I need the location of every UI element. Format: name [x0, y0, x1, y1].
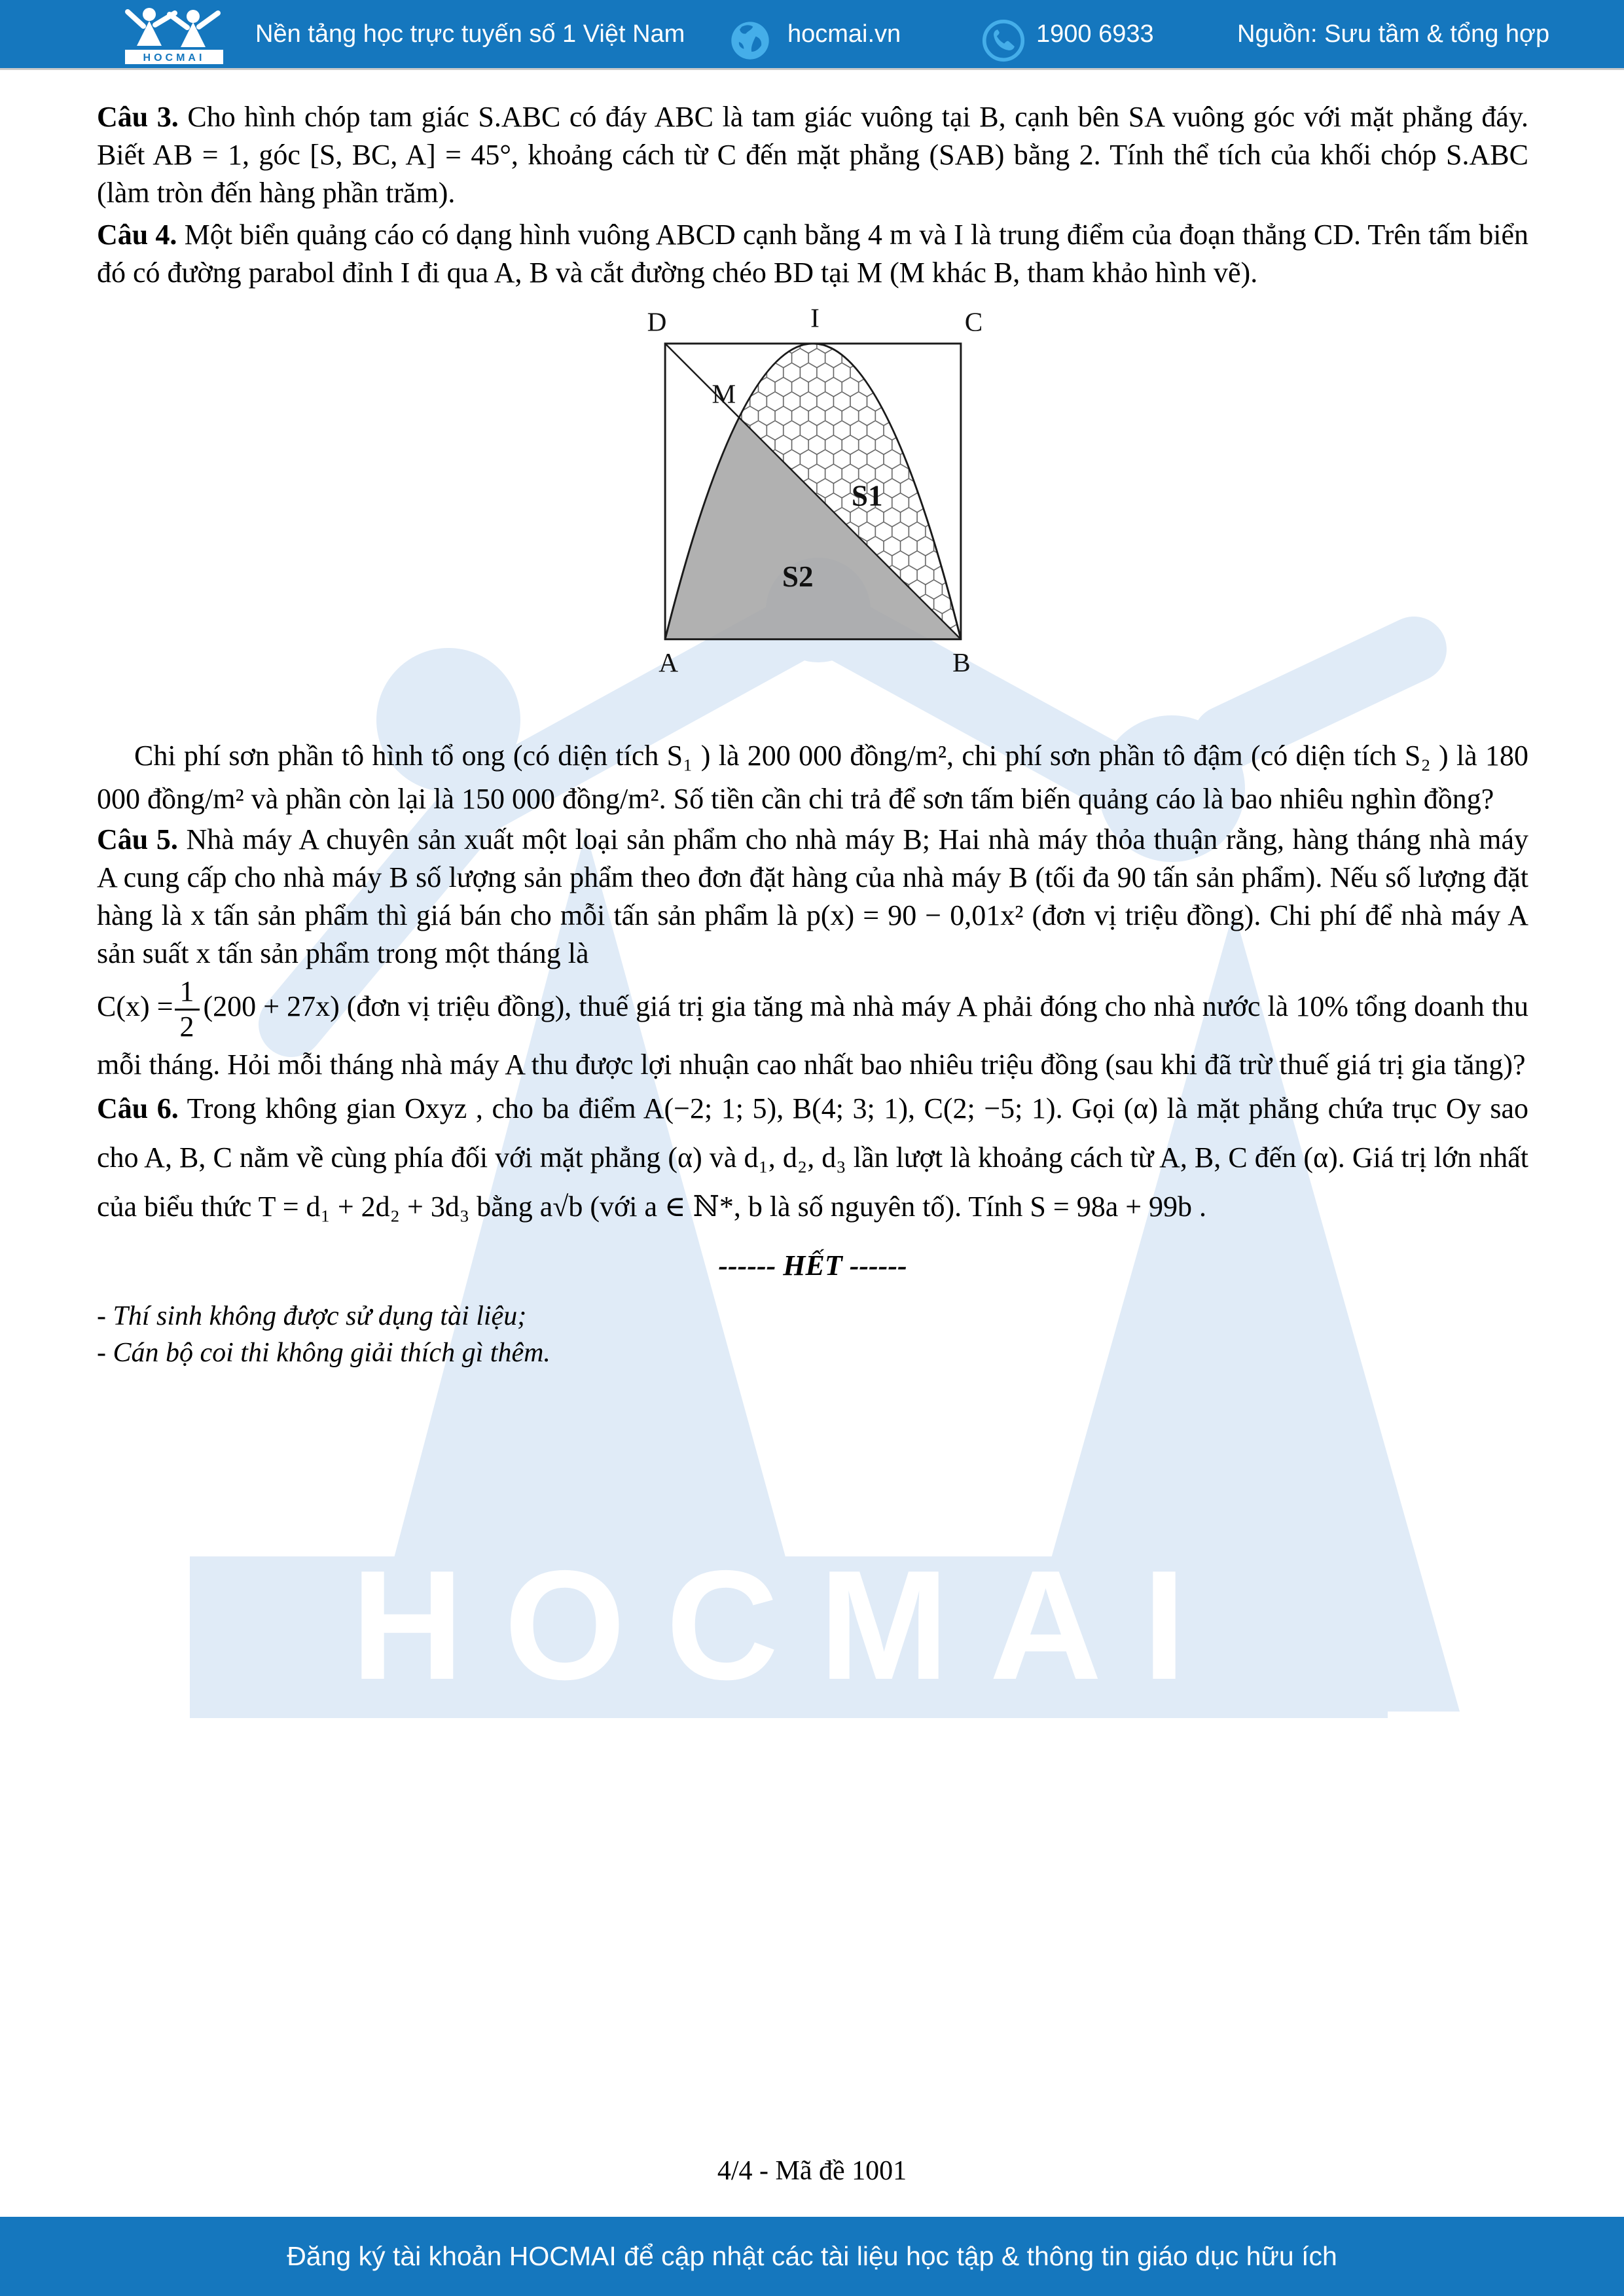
footer-banner: [0, 2217, 1624, 2296]
question-5: [97, 821, 1528, 973]
fraction-numerator: 1: [175, 977, 200, 1010]
question-6-text: Trong không gian Oxyz , cho ba điểm A(−2; 1; 5), B(4; 3; 1), C(2; −5; 1). Gọi (α) là mặt phẳng chứa trục Oy sao cho A, B, C nằm về cùng phía đối với mặt phẳng (α) và d₁, d₂, d₃ lần lượt là khoảng cách từ A, B, C đến (α). Giá trị lớn nhất của biểu thức T = d₁ + 2d₂ + 3d₃ bằng a√b (với a ∈ ℕ*, b là số nguyên tố). Tính S = 98a + 99b .: [97, 1092, 1528, 1223]
question-6: [97, 1084, 1528, 1231]
end-of-exam-marker: ------ HẾT ------: [718, 1249, 907, 1282]
question-4-cost-text: Chi phí sơn phần tô hình tổ ong (có diện tích S₁ ) là 200 000 đồng/m², chi phí sơn phần tô đậm (có diện tích S₂ ) là 180 000 đồng/m² và phần còn lại là 150 000 đồng/m². Số tiền cần chi trả để sơn tấm biến quảng cáo là bao nhiêu nghìn đồng?: [97, 740, 1528, 816]
fraction-denominator: 2: [179, 1010, 194, 1043]
vertex-label-d: D: [647, 306, 666, 337]
exam-notes: [97, 1298, 1528, 1371]
question-4: [97, 216, 1528, 292]
watermark-text: HOCMAI: [351, 1539, 1227, 1712]
vertex-label-a: A: [658, 647, 678, 677]
vertex-label-i: I: [810, 305, 820, 333]
exam-body: [97, 98, 1528, 1371]
header-website: hocmai.vn: [787, 20, 901, 48]
globe-icon: [728, 18, 772, 63]
vertex-label-b: B: [952, 647, 971, 677]
question-4-label: Câu 4.: [97, 219, 177, 251]
question-3-text: Cho hình chóp tam giác S.ABC có đáy ABC là tam giác vuông tại B, cạnh bên SA vuông góc với mặt phẳng đáy. Biết AB = 1, góc [S, BC, A] = 45°, khoảng cách từ C đến mặt phẳng (SAB) bằng 2. Tính thể tích của khối chóp S.ABC (làm tròn đến hàng phần trăm).: [97, 101, 1529, 209]
point-label-m: M: [711, 378, 736, 409]
question-5-continued: [97, 973, 1528, 1083]
question-4-text: Một biển quảng cáo có dạng hình vuông ABCD cạnh bằng 4 m và I là trung điểm của đoạn thẳng CD. Trên tấm biển đó có đường parabol đỉnh I đi qua A, B và cắt đường chéo BD tại M (M khác B, tham khảo hình vẽ).: [97, 219, 1528, 289]
logo-wordmark: HOCMAI: [143, 52, 206, 63]
fraction-one-half: [175, 977, 200, 1041]
header-phone: 1900 6933: [1036, 20, 1154, 48]
header-bar: [0, 0, 1624, 70]
vertex-label-c: C: [964, 306, 983, 337]
page-number-and-code: 4/4 - Mã đề 1001: [717, 2156, 907, 2186]
hocmai-logo-icon: [120, 4, 238, 66]
header-tagline: Nền tảng học trực tuyến số 1 Việt Nam: [255, 20, 685, 48]
area-label-s1: S1: [851, 479, 883, 512]
question-5-text-part2: (200 + 27x) (đơn vị triệu đồng), thuế giá trị gia tăng mà nhà máy A phải đóng cho nhà nước là 10% tổng doanh thu mỗi tháng. Hỏi mỗi tháng nhà máy A thu được lợi nhuận cao nhất bao nhiêu triệu đồng (sau khi đã trừ thuế giá trị gia tăng)?: [97, 990, 1529, 1081]
question-3: [97, 98, 1528, 212]
question-5-text-part1: Nhà máy A chuyên sản xuất một loại sản phẩm cho nhà máy B; Hai nhà máy thỏa thuận rằng, hàng tháng nhà máy A cung cấp cho nhà máy B số lượng sản phẩm theo đơn đặt hàng của nhà máy B (tối đa 90 tấn sản phẩm). Nếu số lượng đặt hàng là x tấn sản phẩm thì giá bán cho mỗi tấn sản phẩm là p(x) = 90 − 0,01x² (đơn vị triệu đồng). Chi phí để nhà máy A sản suất x tấn sản phẩm trong một tháng là: [97, 823, 1529, 970]
question-4-figure: [633, 305, 993, 729]
phone-icon: [980, 17, 1027, 64]
question-6-label: Câu 6.: [97, 1092, 179, 1124]
question-3-label: Câu 3.: [97, 101, 179, 133]
note-no-explanation: - Cán bộ coi thi không giải thích gì thêm.: [97, 1337, 550, 1368]
area-label-s2: S2: [782, 560, 814, 594]
parabola-billboard-diagram: [633, 305, 993, 719]
cost-function-prefix: C(x) =: [97, 990, 173, 1023]
footer-banner-text: Đăng ký tài khoản HOCMAI để cập nhật các tài liệu học tập & thông tin giáo dục hữu ích: [287, 2241, 1337, 2271]
note-no-materials: - Thí sinh không được sử dụng tài liệu;: [97, 1300, 527, 1331]
header-source: Nguồn: Sưu tầm & tổng hợp: [1237, 20, 1550, 48]
question-5-label: Câu 5.: [97, 823, 178, 856]
